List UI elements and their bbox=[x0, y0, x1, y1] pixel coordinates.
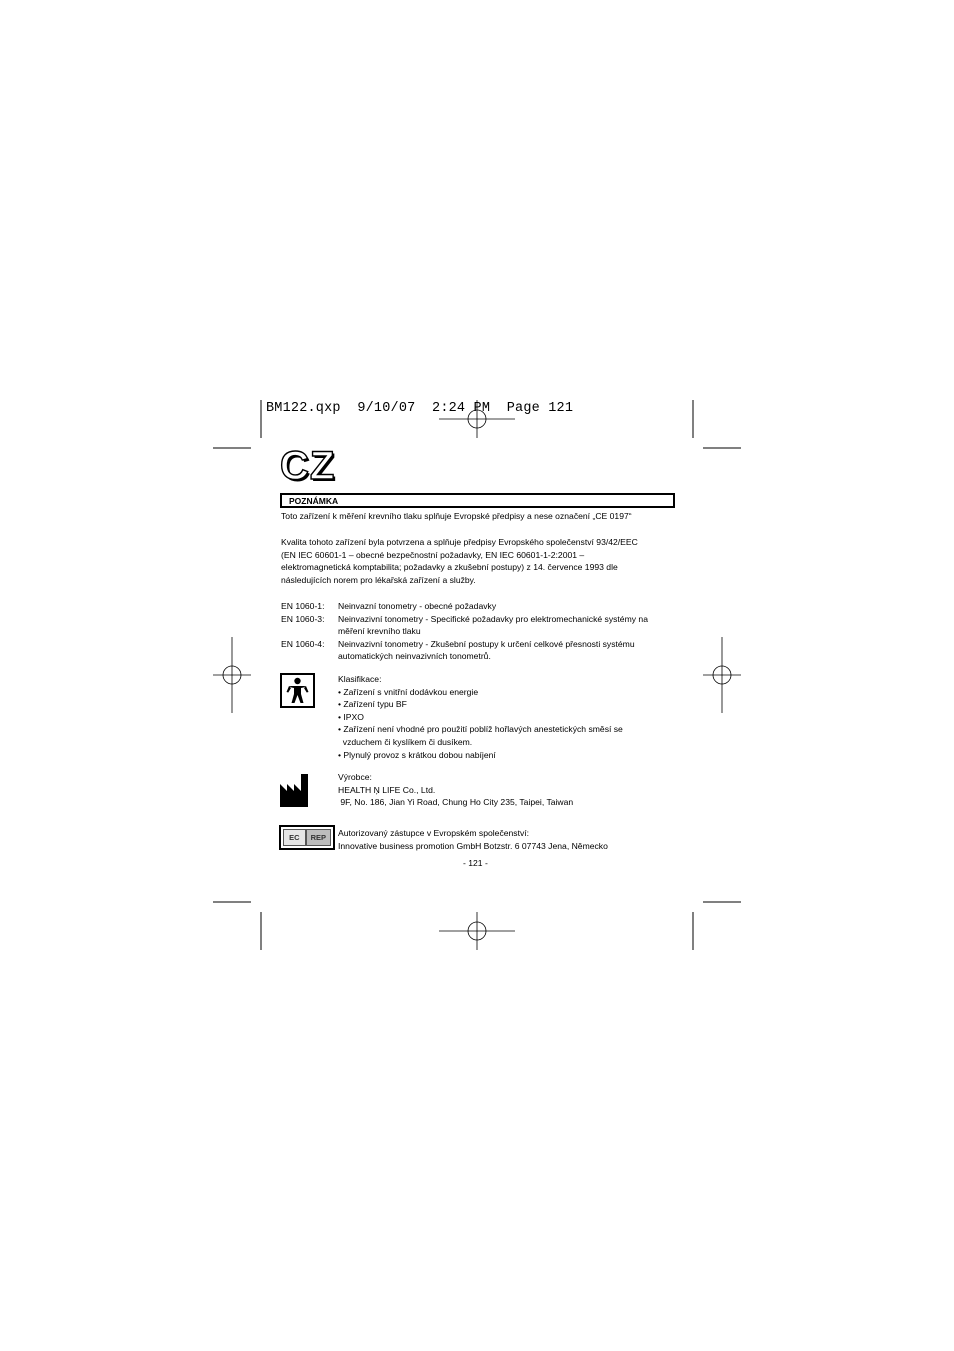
standard-desc: Neinvazivní tonometry - Specifické požadavky pro elektromechanické systémy na bbox=[338, 613, 648, 624]
quality-line: Kvalita tohoto zařízení byla potvrzena a splňuje předpisy Evropského společenství 93/42/EEC bbox=[281, 537, 638, 547]
standard-item bbox=[281, 638, 681, 663]
note-title: POZNÁMKA bbox=[289, 496, 339, 506]
ce-statement: Toto zařízení k měření krevního tlaku splňuje Evropské předpisy a nese označení „CE 0197“ bbox=[281, 511, 632, 521]
classification-item: • Zařízení typu BF bbox=[338, 699, 407, 710]
quality-line: následujících norem pro lékařská zařízení a služby. bbox=[281, 574, 476, 585]
classification-item: • Zařízení není vhodné pro použití poblíž hořlavých anestetických směsí se bbox=[338, 724, 623, 735]
classification-heading: Klasifikace: bbox=[338, 674, 382, 684]
ec-rep-address: Innovative business promotion GmbH Botzstr. 6 07743 Jena, Německo bbox=[338, 840, 608, 851]
standard-desc: automatických neinvazivních tonometrů. bbox=[338, 651, 491, 662]
classification-block bbox=[338, 673, 623, 761]
classification-item: • Plynulý provoz s krátkou dobou nabíjení bbox=[338, 749, 496, 760]
manufacturer-heading: Výrobce: bbox=[338, 772, 372, 782]
standard-item bbox=[281, 613, 681, 638]
manufacturer-name: HEALTH Ņ LIFE Co., Ltd. bbox=[338, 784, 436, 795]
manufacturer-block bbox=[338, 771, 573, 809]
rep-label: REP bbox=[306, 829, 331, 846]
standard-desc: Neinvazní tonometry - obecné požadavky bbox=[338, 601, 497, 611]
quality-line: (EN IEC 60601-1 – obecné bezpečnostní požadavky, EN IEC 60601-1-2:2001 – bbox=[281, 549, 585, 560]
standard-desc: měření krevního tlaku bbox=[338, 626, 421, 637]
standard-code: EN 1060-1: bbox=[281, 601, 325, 611]
page-number: - 121 - bbox=[463, 858, 488, 868]
standard-code: EN 1060-4: bbox=[281, 638, 325, 649]
standard-desc: Neinvazivní tonometry - Zkušební postupy k určení celkové přesnosti systému bbox=[338, 638, 635, 649]
language-code: CZ bbox=[280, 444, 336, 488]
standard-item bbox=[281, 600, 681, 613]
classification-item: vzduchem či kyslíkem či dusíkem. bbox=[338, 736, 473, 747]
note-title-box bbox=[280, 493, 675, 508]
ec-rep-block bbox=[338, 827, 608, 852]
print-slug: BM122.qxp 9/10/07 2:24 PM Page 121 bbox=[266, 401, 574, 416]
classification-item: • IPXO bbox=[338, 711, 364, 722]
standards-list bbox=[281, 600, 681, 663]
bf-body-icon bbox=[280, 673, 315, 708]
ec-rep-icon bbox=[279, 825, 335, 850]
ec-rep-heading: Autorizovaný zástupce v Evropském společenství: bbox=[338, 828, 530, 838]
ec-label: EC bbox=[283, 829, 306, 846]
standard-code: EN 1060-3: bbox=[281, 613, 325, 624]
quality-line: elektromagnetická komptabilita; požadavky a zkušební postupy) z 14. července 1993 dle bbox=[281, 562, 618, 573]
quality-paragraph bbox=[281, 536, 638, 586]
classification-item: • Zařízení s vnitřní dodávkou energie bbox=[338, 686, 479, 697]
manufacturer-icon bbox=[279, 772, 309, 808]
manufacturer-address: 9F, No. 186, Jian Yi Road, Chung Ho City 235, Taipei, Taiwan bbox=[338, 797, 574, 808]
